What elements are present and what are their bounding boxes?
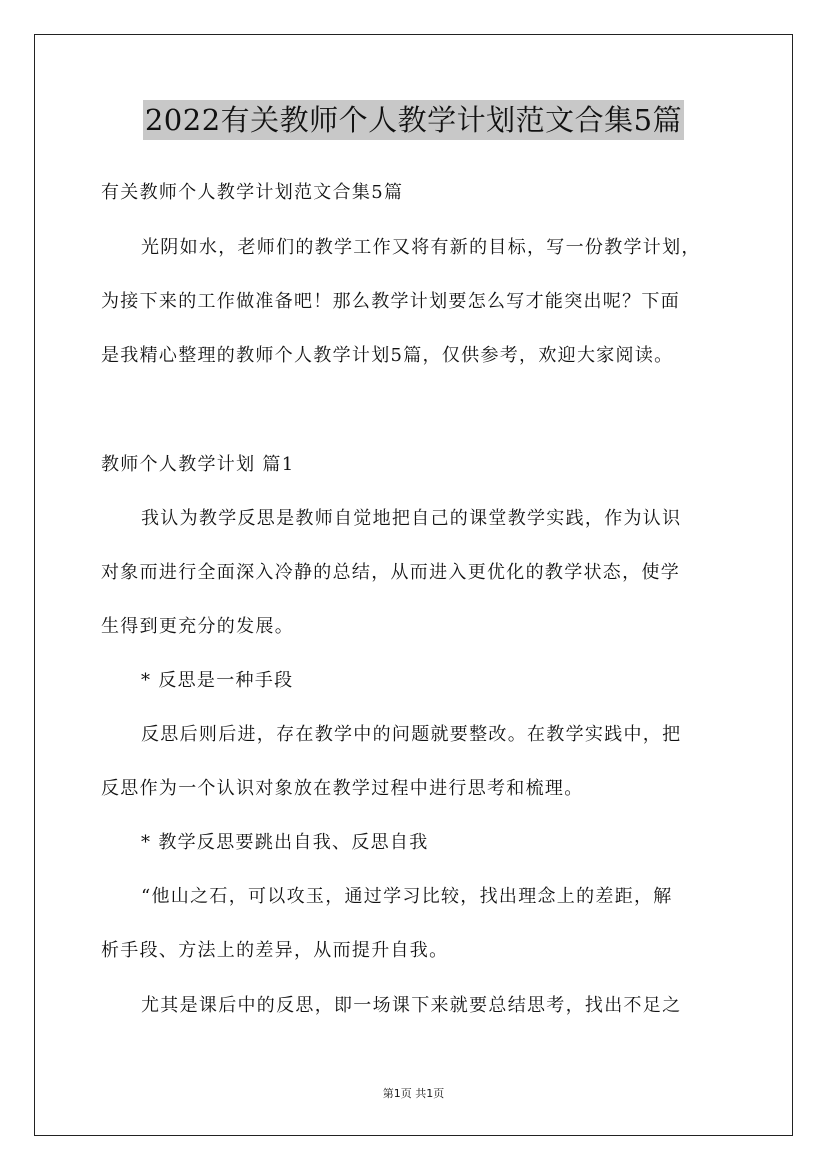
bullet-item-1: * 反思是一种手段 — [141, 670, 294, 691]
title-container — [0, 100, 827, 140]
intro-line-1: 光阴如水，老师们的教学工作又将有新的目标，写一份教学计划， — [141, 237, 701, 258]
paragraph1-line-2: 对象而进行全面深入冷静的总结，从而进入更优化的教学状态，使学 — [101, 562, 680, 583]
document-title: 2022有关教师个人教学计划范文合集5篇 — [143, 100, 684, 140]
paragraph2-line-1: 反思后则后进，存在教学中的问题就要整改。在教学实践中，把 — [141, 724, 682, 745]
section-heading: 教师个人教学计划 篇1 — [101, 454, 295, 475]
paragraph1-line-3: 生得到更充分的发展。 — [101, 616, 294, 637]
paragraph3-line-2: 析手段、方法上的差异，从而提升自我。 — [101, 940, 449, 961]
paragraph4-line-1: 尤其是课后中的反思，即一场课下来就要总结思考，找出不足之 — [141, 995, 682, 1016]
document-subtitle: 有关教师个人教学计划范文合集5篇 — [101, 182, 404, 203]
bullet-item-2: * 教学反思要跳出自我、反思自我 — [141, 832, 429, 853]
intro-line-3: 是我精心整理的教师个人教学计划5篇，仅供参考，欢迎大家阅读。 — [101, 345, 674, 366]
paragraph1-line-1: 我认为教学反思是教师自觉地把自己的课堂教学实践，作为认识 — [141, 508, 682, 529]
page-indicator: 第1页 共1页 — [382, 1087, 445, 1100]
intro-line-2: 为接下来的工作做准备吧！那么教学计划要怎么写才能突出呢？下面 — [101, 291, 680, 312]
paragraph2-line-2: 反思作为一个认识对象放在教学过程中进行思考和梳理。 — [101, 778, 584, 799]
paragraph3-line-1: “他山之石，可以攻玉，通过学习比较，找出理念上的差距，解 — [141, 886, 673, 907]
